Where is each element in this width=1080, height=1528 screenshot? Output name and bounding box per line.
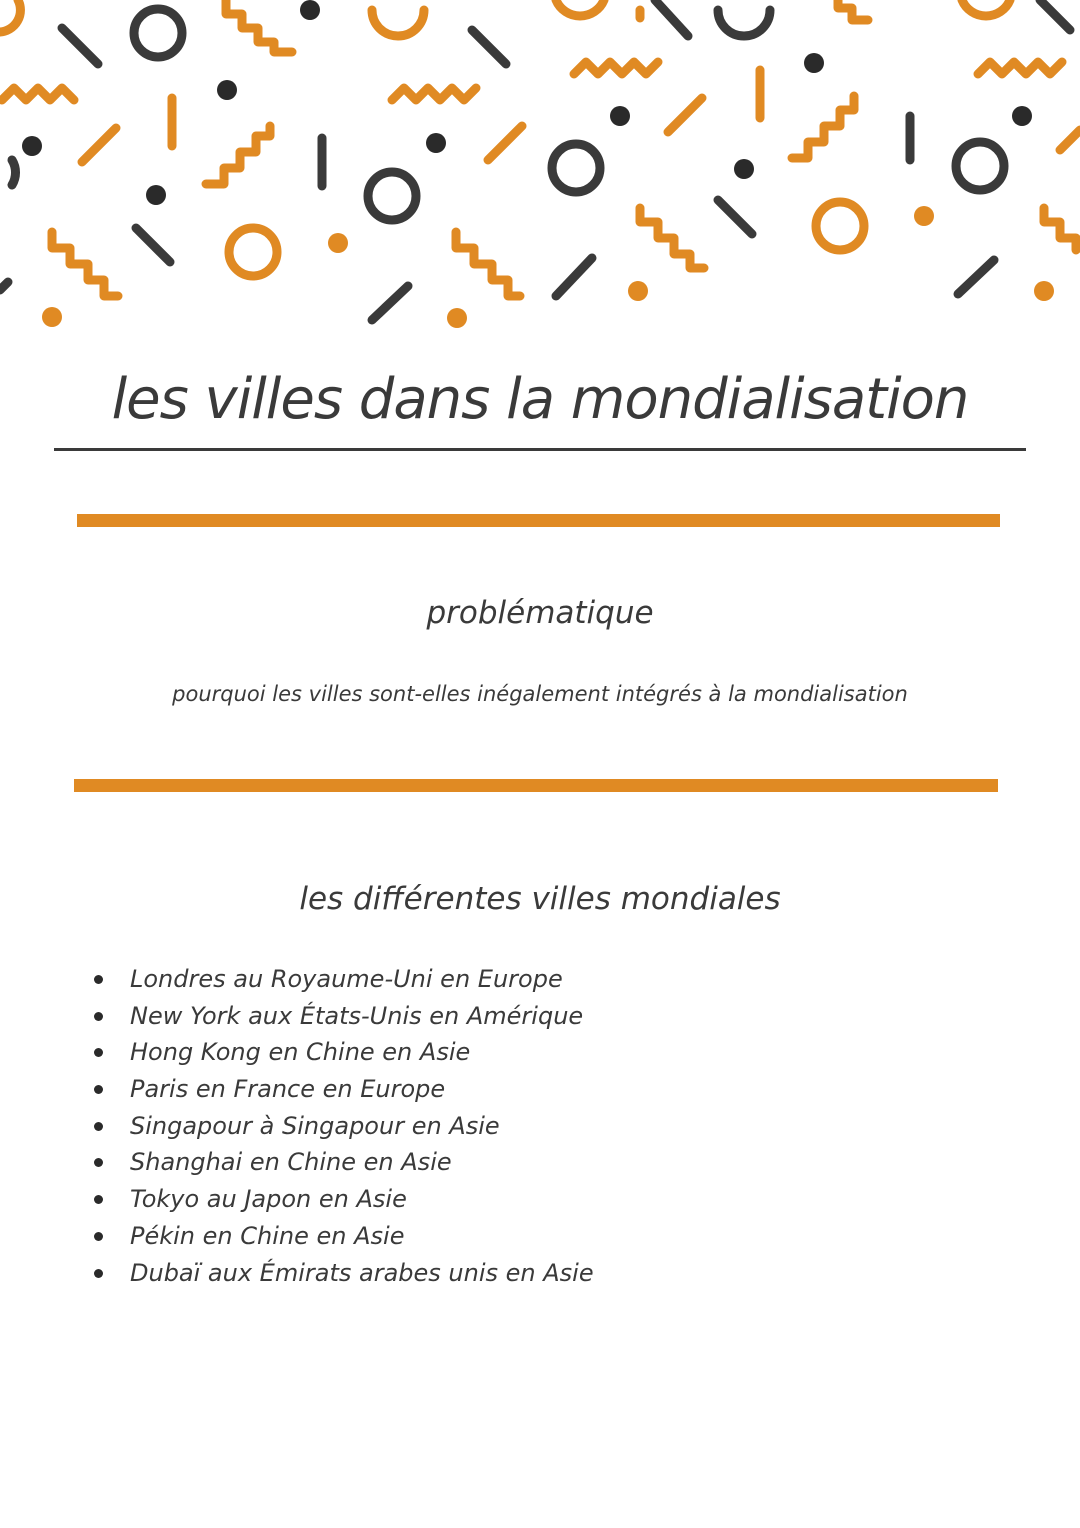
list-item	[92, 1071, 594, 1108]
cities-list	[92, 961, 594, 1291]
list-item	[92, 1034, 594, 1071]
city-label: Pékin en Chine en Asie	[130, 1221, 405, 1250]
bullet-icon	[94, 1085, 103, 1094]
bullet-icon	[94, 1158, 103, 1167]
bullet-icon	[94, 975, 103, 984]
city-label: Londres au Royaume-Uni en Europe	[130, 965, 563, 993]
city-label: Singapour à Singapour en Asie	[130, 1111, 500, 1140]
list-item	[92, 961, 594, 998]
list-item	[92, 1218, 594, 1255]
list-item	[92, 1181, 594, 1218]
list-item	[92, 998, 594, 1035]
orange-divider	[77, 514, 1000, 527]
list-item	[92, 1255, 594, 1292]
cities-heading: les différentes villes mondiales	[299, 881, 781, 917]
bullet-icon	[94, 1269, 103, 1278]
city-label: Dubaï aux Émirats arabes unis en Asie	[130, 1258, 594, 1287]
city-label: Paris en France en Europe	[130, 1075, 446, 1104]
city-label: New York aux États-Unis en Amérique	[130, 1001, 584, 1030]
bullet-icon	[94, 1012, 103, 1021]
page-title: les villes dans la mondialisation	[54, 352, 1026, 451]
city-label: Tokyo au Japon en Asie	[130, 1185, 407, 1214]
problematique-text: pourquoi les villes sont-elles inégalement intégrés à la mondialisation	[172, 682, 908, 706]
city-label: Hong Kong en Chine en Asie	[130, 1038, 471, 1067]
bullet-icon	[94, 1195, 103, 1204]
bullet-icon	[94, 1122, 103, 1131]
bullet-icon	[94, 1048, 103, 1057]
problematique-heading: problématique	[426, 595, 654, 631]
city-label: Shanghai en Chine en Asie	[130, 1148, 452, 1177]
list-item	[92, 1108, 594, 1145]
orange-divider	[74, 779, 998, 792]
list-item	[92, 1144, 594, 1181]
bullet-icon	[94, 1232, 103, 1241]
memphis-pattern-decoration	[0, 0, 1080, 340]
